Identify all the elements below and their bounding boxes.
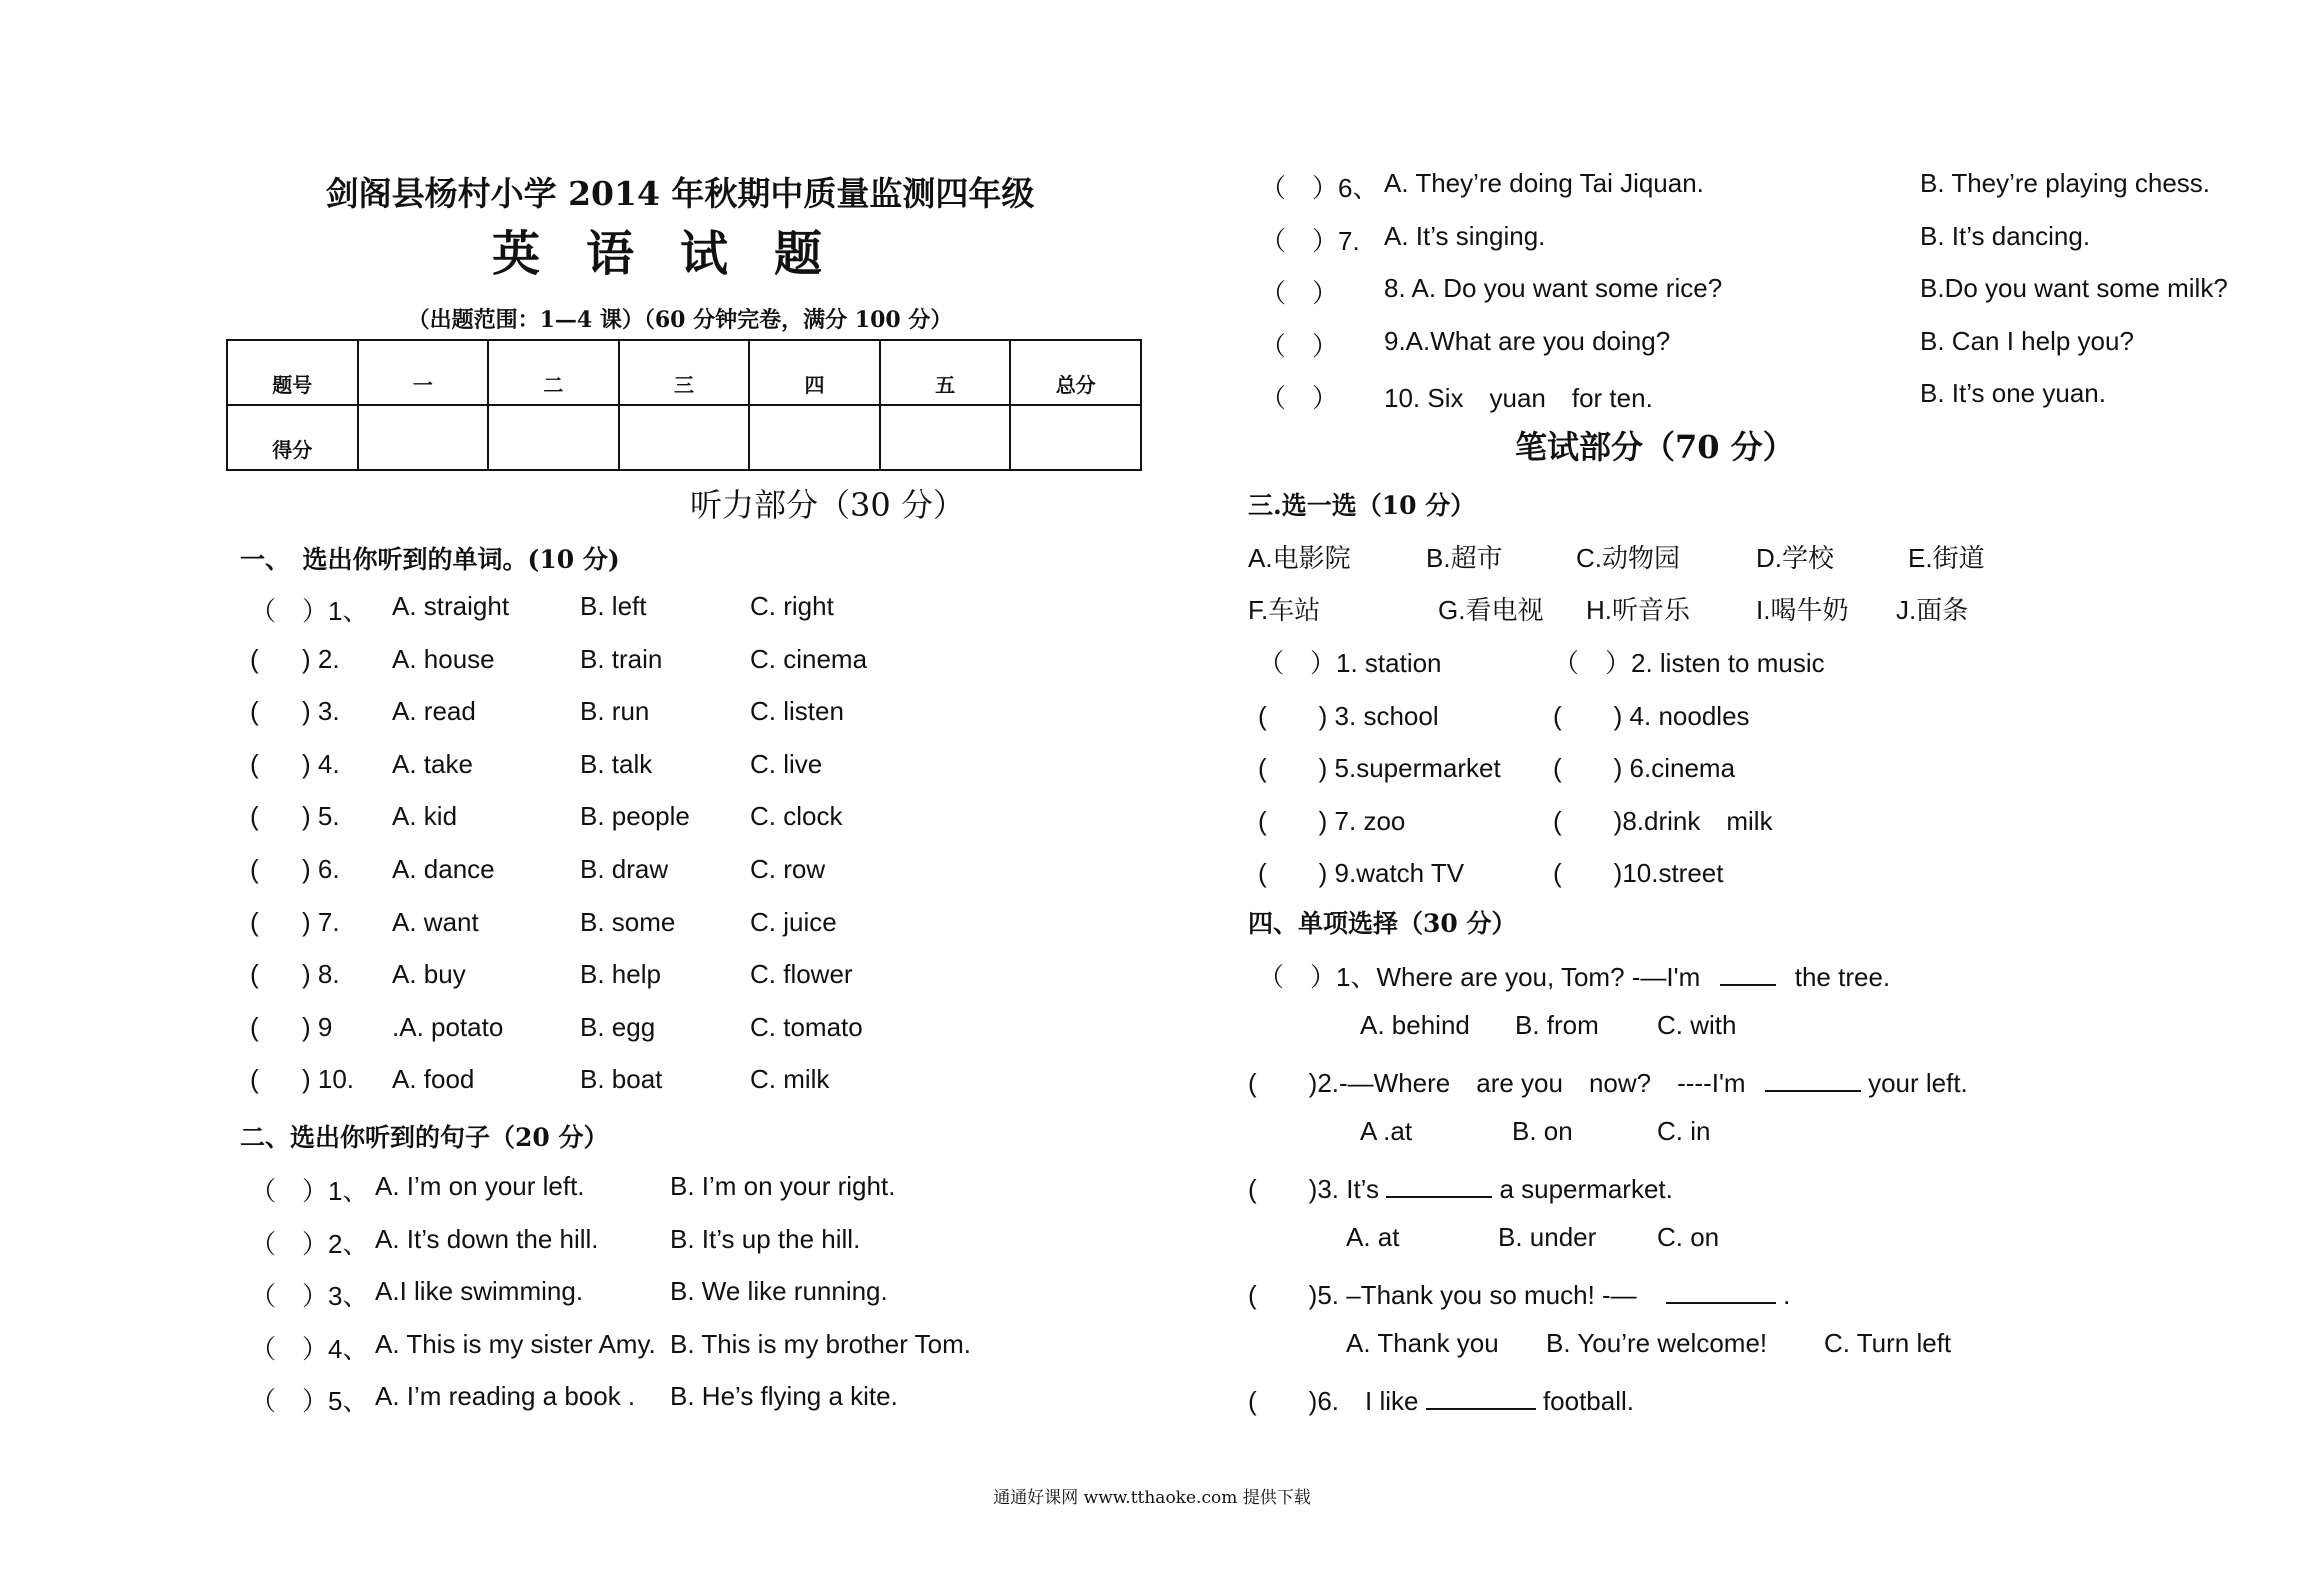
option-c: C. milk bbox=[750, 1064, 830, 1095]
answer-blank[interactable] bbox=[1386, 1196, 1492, 1198]
section4-heading: 四、单项选择（30 分） bbox=[1248, 909, 1517, 938]
option-a: 8. A. Do you want some rice? bbox=[1384, 273, 1723, 304]
section2-heading: 二、选出你听到的句子（20 分） bbox=[240, 1123, 609, 1152]
option-c: C. on bbox=[1657, 1222, 1720, 1252]
question-number: ）2、 bbox=[302, 1228, 369, 1259]
section3-heading: 三.选一选（10 分） bbox=[1248, 491, 1476, 520]
matching-item[interactable]: ( )10.street bbox=[1553, 858, 1724, 889]
option-label: F.车站 bbox=[1248, 595, 1321, 625]
option-a: A. buy bbox=[392, 959, 466, 990]
option-a: A. They’re doing Tai Jiquan. bbox=[1384, 168, 1704, 198]
question-text: （ ）1、Where are you, Tom? -—I'm bbox=[1258, 962, 1701, 992]
option-c: C. live bbox=[750, 748, 823, 779]
option-b: B. You’re welcome! bbox=[1546, 1328, 1768, 1358]
matching-row bbox=[1258, 853, 2158, 887]
option-b: B. It’s one yuan. bbox=[1920, 378, 2106, 409]
question-5-options bbox=[1346, 1328, 2046, 1362]
question-number: ) 3. bbox=[302, 696, 340, 727]
answer-bracket[interactable]: （ bbox=[250, 1333, 277, 1364]
option-a: A. I’m on your left. bbox=[375, 1171, 585, 1201]
section1-heading: 一、 选出你听到的单词。(10 分) bbox=[240, 545, 620, 574]
question-number: ）7. bbox=[1312, 225, 1360, 256]
answer-blank[interactable] bbox=[1720, 984, 1776, 986]
matching-item[interactable]: （ ）1. station bbox=[1258, 648, 1442, 678]
answer-bracket[interactable]: ( bbox=[250, 906, 259, 937]
score-table-header-row bbox=[227, 340, 1141, 405]
option-label: G.看电视 bbox=[1438, 595, 1544, 625]
score-input-cell[interactable] bbox=[358, 405, 489, 470]
option-a: .A. potato bbox=[392, 1011, 504, 1042]
option-a: A. dance bbox=[392, 854, 495, 884]
answer-bracket[interactable]: ( bbox=[250, 1011, 259, 1042]
question-number: ） bbox=[1312, 383, 1339, 414]
option-c: C. with bbox=[1657, 1010, 1737, 1040]
option-a: A. Thank you bbox=[1346, 1328, 1499, 1358]
option-b: B. some bbox=[580, 906, 676, 937]
option-b: B. This is my brother Tom. bbox=[670, 1328, 972, 1359]
matching-row bbox=[1258, 801, 2158, 835]
sentence-question-row bbox=[250, 1329, 1150, 1363]
option-label: D.学校 bbox=[1756, 543, 1835, 573]
question-number: ) 10. bbox=[302, 1064, 355, 1095]
word-question-row bbox=[250, 644, 1150, 678]
question-number: ）6、 bbox=[1312, 173, 1379, 203]
option-c: C. Turn left bbox=[1824, 1328, 1952, 1358]
option-a: A. food bbox=[392, 1064, 475, 1095]
score-cell: 总分 bbox=[1010, 340, 1141, 405]
question-text: ( )3. It’s bbox=[1248, 1174, 1379, 1204]
question-3 bbox=[1248, 1169, 1673, 1206]
word-question-row bbox=[250, 696, 1150, 730]
option-a: A. house bbox=[392, 643, 495, 674]
option-b: B. from bbox=[1515, 1010, 1599, 1040]
question-number: ) 2. bbox=[302, 643, 340, 674]
score-table-score-row bbox=[227, 405, 1141, 470]
matching-item[interactable]: ( ) 9.watch TV bbox=[1258, 858, 1465, 889]
answer-bracket[interactable]: （ bbox=[250, 1281, 277, 1312]
option-b: B. run bbox=[580, 696, 650, 727]
right-column bbox=[1180, 0, 2304, 1595]
score-cell: 得分 bbox=[227, 405, 358, 470]
option-b: B. train bbox=[580, 643, 663, 674]
question-6 bbox=[1248, 1381, 1634, 1418]
answer-bracket[interactable]: ( bbox=[250, 854, 259, 884]
option-b: B. We like running. bbox=[670, 1276, 888, 1307]
option-a: 9.A.What are you doing? bbox=[1384, 325, 1671, 356]
option-a: A.I like swimming. bbox=[375, 1276, 584, 1307]
matching-item[interactable]: ( ) 5.supermarket bbox=[1258, 753, 1501, 784]
option-a: A. I’m reading a book . bbox=[375, 1381, 636, 1412]
score-input-cell[interactable] bbox=[880, 405, 1011, 470]
answer-bracket[interactable]: （ bbox=[1260, 225, 1287, 256]
answer-bracket[interactable]: （ bbox=[250, 1386, 277, 1417]
sentence-question-row bbox=[1260, 273, 2280, 307]
answer-bracket[interactable]: （ bbox=[1260, 383, 1287, 414]
score-cell: 题号 bbox=[227, 340, 358, 405]
score-input-cell[interactable] bbox=[749, 405, 880, 470]
question-number: ) 6. bbox=[302, 854, 340, 884]
option-b: B. It’s dancing. bbox=[1920, 220, 2091, 251]
question-1 bbox=[1258, 957, 1890, 994]
question-tail: the tree. bbox=[1794, 962, 1891, 992]
question-number: ）1、 bbox=[302, 1176, 369, 1206]
score-input-cell[interactable] bbox=[1010, 405, 1141, 470]
question-text: ( )6. I like bbox=[1248, 1386, 1419, 1416]
question-3-options bbox=[1346, 1222, 1846, 1256]
option-b: B.Do you want some milk? bbox=[1920, 273, 2228, 304]
matching-row bbox=[1258, 748, 2158, 782]
option-b: B. people bbox=[580, 801, 690, 832]
word-question-row bbox=[250, 1064, 1150, 1098]
question-tail: your left. bbox=[1868, 1068, 1968, 1098]
question-number: ）3、 bbox=[302, 1281, 369, 1312]
word-question-row bbox=[250, 854, 1150, 888]
matching-item[interactable]: （ ）2. listen to music bbox=[1553, 648, 1825, 678]
answer-bracket[interactable]: ( bbox=[250, 748, 259, 779]
option-label: H.听音乐 bbox=[1586, 595, 1691, 625]
option-a: A. This is my sister Amy. bbox=[375, 1328, 656, 1359]
option-a: A .at bbox=[1360, 1116, 1413, 1146]
option-b: B. Can I help you? bbox=[1920, 325, 2134, 356]
question-number: ）5、 bbox=[302, 1386, 369, 1417]
option-label: I.喝牛奶 bbox=[1756, 595, 1849, 625]
option-c: C. cinema bbox=[750, 643, 868, 674]
option-a: A. It’s singing. bbox=[1384, 220, 1546, 251]
sentence-question-row bbox=[1260, 221, 2280, 255]
question-number: ) 7. bbox=[302, 906, 340, 937]
score-table bbox=[226, 339, 1142, 471]
option-label: E.街道 bbox=[1908, 543, 1985, 573]
option-c: C. in bbox=[1657, 1116, 1711, 1146]
option-b: B. boat bbox=[580, 1064, 663, 1095]
option-c: C. clock bbox=[750, 801, 843, 832]
option-c: C. juice bbox=[750, 906, 837, 937]
answer-bracket[interactable]: ( bbox=[250, 959, 259, 990]
option-a: A. straight bbox=[392, 591, 510, 621]
written-title: 笔试部分（70 分） bbox=[1515, 428, 1795, 466]
question-number: ) 4. bbox=[302, 748, 340, 779]
score-cell: 一 bbox=[358, 340, 489, 405]
answer-blank[interactable] bbox=[1426, 1408, 1536, 1410]
option-a: A. at bbox=[1346, 1222, 1400, 1252]
option-a: A. It’s down the hill. bbox=[375, 1223, 599, 1254]
sentence-question-row bbox=[1260, 378, 2280, 412]
option-c: C. listen bbox=[750, 696, 844, 727]
matching-item[interactable]: ( ) 6.cinema bbox=[1553, 753, 1736, 784]
option-c: C. right bbox=[750, 591, 834, 621]
answer-blank[interactable] bbox=[1666, 1302, 1776, 1304]
option-b: B. It’s up the hill. bbox=[670, 1223, 861, 1254]
score-cell: 二 bbox=[488, 340, 619, 405]
section3-options-row bbox=[1248, 590, 2248, 624]
listening-title: 听力部分（30 分） bbox=[690, 486, 965, 524]
word-question-row bbox=[250, 1012, 1150, 1046]
word-question-row bbox=[250, 959, 1150, 993]
question-number: ） bbox=[1312, 278, 1339, 309]
answer-bracket[interactable]: （ bbox=[1260, 278, 1287, 309]
answer-bracket[interactable]: （ bbox=[1260, 330, 1287, 361]
option-c: C. tomato bbox=[750, 1011, 863, 1042]
question-number: ) 9 bbox=[302, 1011, 333, 1042]
sentence-question-row bbox=[250, 1276, 1150, 1310]
option-a: A. take bbox=[392, 748, 473, 779]
option-a: A. behind bbox=[1360, 1010, 1470, 1040]
option-b: B. He’s flying a kite. bbox=[670, 1381, 898, 1412]
question-tail: . bbox=[1783, 1280, 1791, 1310]
exam-scope: （出题范围：1—4 课）（60 分钟完卷，满分 100 分） bbox=[407, 307, 953, 333]
option-label: B.超市 bbox=[1426, 543, 1503, 573]
option-b: B. draw bbox=[580, 854, 669, 884]
word-question-row bbox=[250, 591, 1150, 625]
answer-bracket[interactable]: ( bbox=[250, 1064, 259, 1095]
option-c: C. row bbox=[750, 854, 826, 884]
option-b: B. help bbox=[580, 959, 661, 990]
matching-item[interactable]: ( ) 7. zoo bbox=[1258, 805, 1406, 836]
word-question-row bbox=[250, 801, 1150, 835]
word-question-row bbox=[250, 749, 1150, 783]
option-c: C. flower bbox=[750, 959, 853, 990]
score-cell: 四 bbox=[749, 340, 880, 405]
question-text: ( )5. –Thank you so much! -— bbox=[1248, 1280, 1637, 1310]
option-b: B. egg bbox=[580, 1011, 656, 1042]
option-a: A. want bbox=[392, 906, 479, 937]
score-input-cell[interactable] bbox=[488, 405, 619, 470]
page-footer: 通通好课网 www.tthaoke.com 提供下载 bbox=[993, 1488, 1311, 1508]
question-tail: a supermarket. bbox=[1499, 1174, 1673, 1204]
option-label: A.电影院 bbox=[1248, 543, 1351, 573]
option-label: J.面条 bbox=[1896, 595, 1969, 625]
answer-bracket[interactable]: ( bbox=[250, 696, 259, 727]
question-number: ) 5. bbox=[302, 801, 340, 832]
question-tail: football. bbox=[1542, 1386, 1635, 1416]
sentence-question-row bbox=[250, 1381, 1150, 1415]
section3-options-row bbox=[1248, 538, 2248, 572]
option-b: B. on bbox=[1512, 1116, 1573, 1146]
matching-row bbox=[1258, 696, 2158, 730]
question-number: ）4、 bbox=[302, 1333, 369, 1364]
option-a: 10. Six yuan for ten. bbox=[1384, 383, 1653, 414]
question-2 bbox=[1248, 1063, 1968, 1100]
sentence-question-row bbox=[1260, 326, 2280, 360]
sentence-question-row bbox=[250, 1224, 1150, 1258]
question-number: ）1、 bbox=[302, 596, 369, 626]
matching-item[interactable]: ( ) 3. school bbox=[1258, 700, 1439, 731]
sentence-question-row bbox=[1260, 168, 2280, 202]
option-b: B. I’m on your right. bbox=[670, 1171, 896, 1201]
option-label: C.动物园 bbox=[1576, 543, 1681, 573]
answer-bracket[interactable]: （ bbox=[250, 1176, 277, 1206]
question-text: ( )2.-—Where are you now? ----I'm bbox=[1248, 1068, 1746, 1098]
answer-bracket[interactable]: ( bbox=[250, 643, 259, 674]
answer-bracket[interactable]: （ bbox=[250, 596, 277, 626]
option-b: B. They’re playing chess. bbox=[1920, 168, 2210, 198]
exam-subject-title: 英语试题 bbox=[491, 226, 868, 282]
option-a: A. read bbox=[392, 696, 476, 727]
answer-bracket[interactable]: （ bbox=[1260, 173, 1287, 203]
option-b: B. talk bbox=[580, 748, 653, 779]
answer-bracket[interactable]: （ bbox=[250, 1228, 277, 1259]
matching-item[interactable]: ( )8.drink milk bbox=[1553, 805, 1773, 836]
option-b: B. left bbox=[580, 591, 647, 621]
question-1-options bbox=[1360, 1010, 1860, 1044]
word-question-row bbox=[250, 907, 1150, 941]
question-5 bbox=[1248, 1275, 1790, 1312]
score-cell: 三 bbox=[619, 340, 750, 405]
option-a: A. kid bbox=[392, 801, 458, 832]
sentence-question-row bbox=[250, 1171, 1150, 1205]
option-b: B. under bbox=[1498, 1222, 1597, 1252]
score-input-cell[interactable] bbox=[619, 405, 750, 470]
matching-item[interactable]: ( ) 4. noodles bbox=[1553, 700, 1750, 731]
answer-bracket[interactable]: ( bbox=[250, 801, 259, 832]
exam-title: 剑阁县杨村小学 2014 年秋期中质量监测四年级 bbox=[325, 174, 1035, 213]
matching-row bbox=[1258, 643, 2158, 677]
answer-blank[interactable] bbox=[1765, 1090, 1861, 1092]
question-number: ） bbox=[1312, 330, 1339, 361]
question-2-options bbox=[1360, 1116, 1860, 1150]
score-cell: 五 bbox=[880, 340, 1011, 405]
question-number: ) 8. bbox=[302, 959, 340, 990]
